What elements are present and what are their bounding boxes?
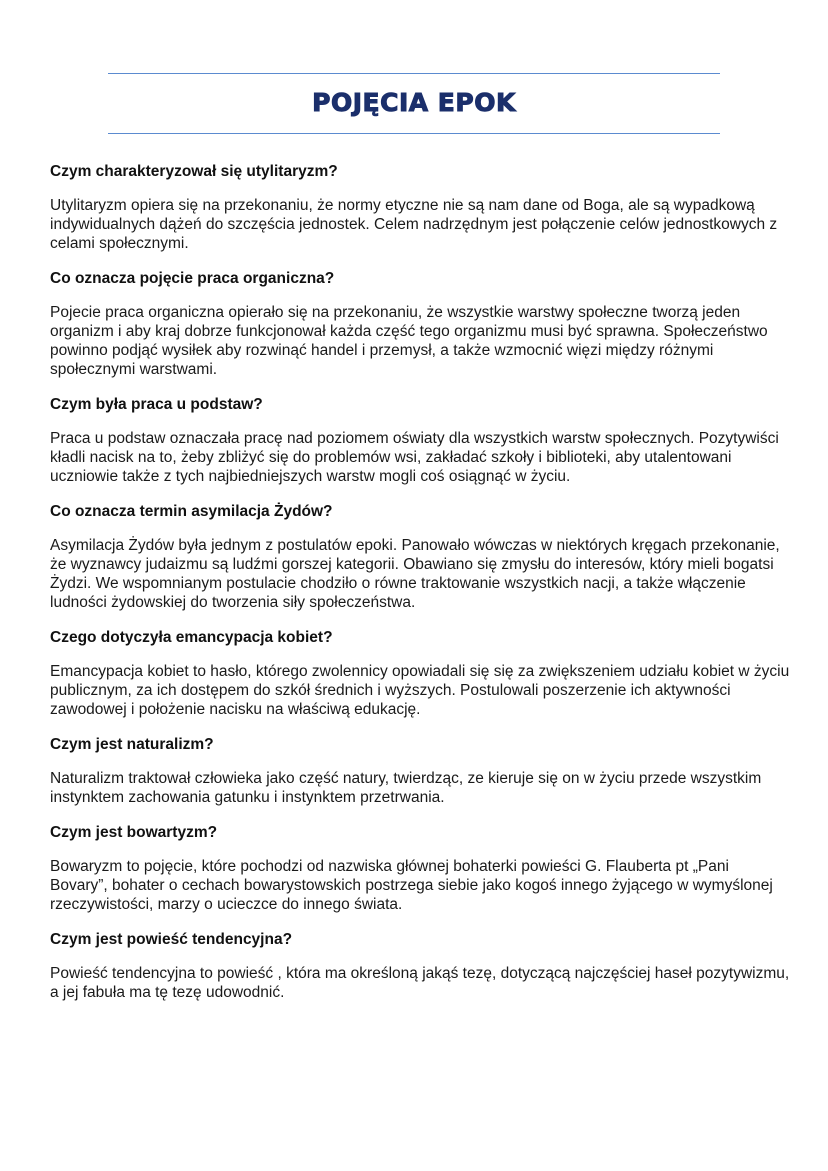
answer-paragraph: Emancypacja kobiet to hasło, którego zwolennicy opowiadali się się za zwiększeniem udziału kobiet w życiu publicznym, za ich dostępem do szkół średnich i wyższych. Postulowali poszerzenie ich aktywności zawodowej i położenie nacisku na właściwą edukację. xyxy=(50,663,790,718)
question-heading: Czego dotyczyła emancypacja kobiet? xyxy=(50,629,333,646)
question-heading: Czym jest naturalizm? xyxy=(50,736,214,753)
answer-paragraph: Powieść tendencyjna to powieść , która ma określoną jakąś tezę, dotyczącą najczęściej haseł pozytywizmu, a jej fabuła ma tę tezę udowodnić. xyxy=(50,965,790,1001)
answer-paragraph: Asymilacja Żydów była jednym z postulatów epoki. Panowało wówczas w niektórych kręgach przekonanie, że wyznawcy judaizmu są ludźmi gorszej kategorii. Obawiano się zmysłu do interesów, który mieli bogatsi Żydzi. We wspomnianym postulacie chodziło o równe traktowanie wszystkich nacji, a także włączenie ludności żydowskiej do tworzenia siły społeczeństwa. xyxy=(50,537,780,611)
question-heading: Czym jest bowartyzm? xyxy=(50,824,218,841)
answer-paragraph: Utylitaryzm opiera się na przekonaniu, że normy etyczne nie są nam dane od Boga, ale są wypadkową indywidualnych dążeń do szczęścia jednostek. Celem nadrzędnym jest połączenie celów jednostkowych z celami społecznymi. xyxy=(50,197,778,252)
question-heading: Czym jest powieść tendencyjna? xyxy=(50,931,293,948)
answer-paragraph: Praca u podstaw oznaczała pracę nad poziomem oświaty dla wszystkich warstw społecznych. Pozytywiści kładli nacisk na to, żeby zbliżyć się do problemów wsi, zakładać szkoły i biblioteki, aby utalentowani uczniowie także z tych najbiedniejszych warstw mogli coś osiągnąć w życiu. xyxy=(50,430,779,485)
answer-paragraph: Pojecie praca organiczna opierało się na przekonaniu, że wszystkie warstwy społeczne tworzą jeden organizm i aby kraj dobrze funkcjonował każda część tego organizmu musi być sprawna. Społeczeństwo powinno podjąć wysiłek aby rozwinąć handel i przemysł, a także wzmocnić więzi między różnymi społecznymi warstwami. xyxy=(50,304,768,378)
section-praca-organiczna xyxy=(50,269,790,379)
section-emancypacja-kobiet xyxy=(50,628,790,719)
question-heading: Co oznacza termin asymilacja Żydów? xyxy=(50,503,333,520)
answer-paragraph: Naturalizm traktował człowieka jako część natury, twierdząc, ze kieruje się on w życiu przede wszystkim instynktem zachowania gatunku i instynktem przetrwania. xyxy=(50,770,762,806)
section-powiesc-tendencyjna xyxy=(50,930,790,1002)
question-heading: Czym charakteryzował się utylitaryzm? xyxy=(50,163,338,180)
section-asymilacja-zydow xyxy=(50,502,790,612)
section-utylitaryzm xyxy=(50,162,790,253)
answer-paragraph: Bowaryzm to pojęcie, które pochodzi od nazwiska głównej bohaterki powieści G. Flauberta pt „Pani Bovary”, bohater o cechach bowarystowskich postrzega siebie jako kogoś innego żyjącego w wymyślonej rzeczywistości, marzy o ucieczce do innego świata. xyxy=(50,858,773,913)
title-bottom-rule xyxy=(108,133,720,134)
question-heading: Czym była praca u podstaw? xyxy=(50,396,263,413)
section-praca-u-podstaw xyxy=(50,395,790,486)
title-top-rule xyxy=(108,73,720,74)
section-bowaryzm xyxy=(50,823,790,914)
section-naturalizm xyxy=(50,735,790,807)
content xyxy=(50,162,790,1018)
page-title: POJĘCIA EPOK xyxy=(312,88,516,117)
question-heading: Co oznacza pojęcie praca organiczna? xyxy=(50,270,335,287)
